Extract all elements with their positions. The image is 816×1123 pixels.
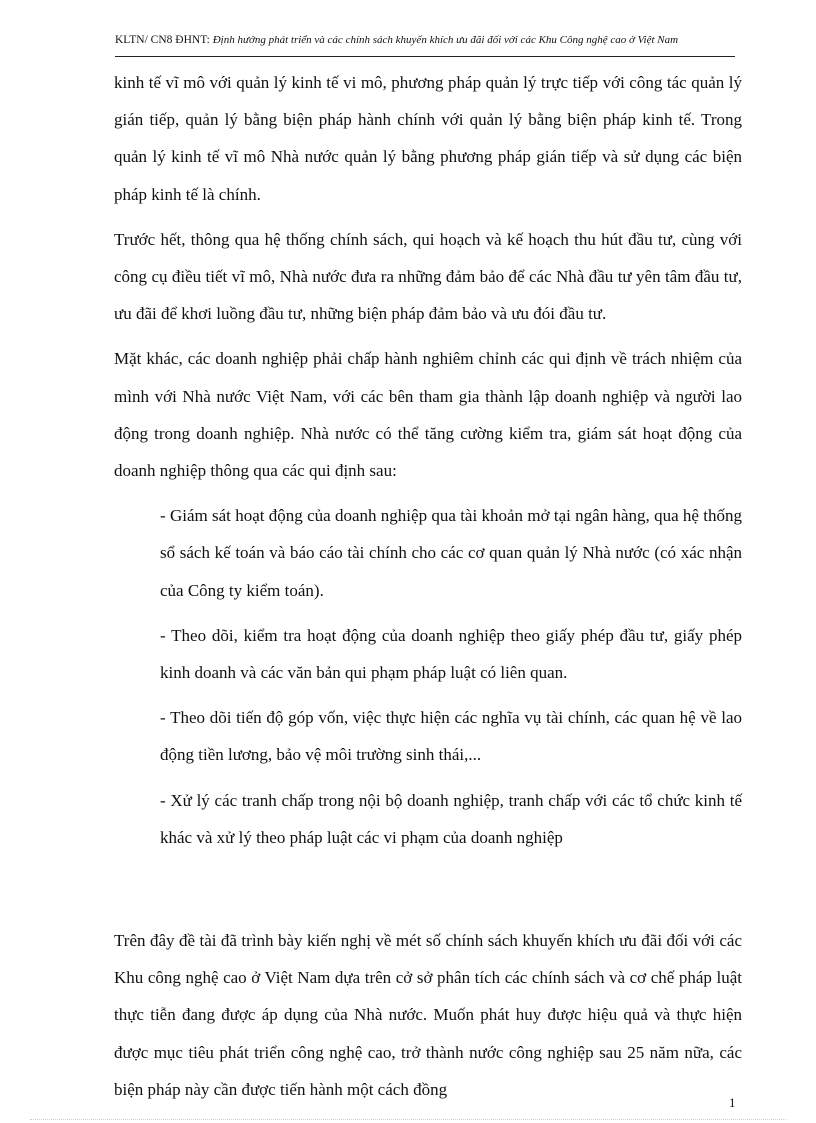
list-item: - Xử lý các tranh chấp trong nội bộ doanh nghiệp, tranh chấp với các tổ chức kinh tế khác và xử lý theo pháp luật các vi phạm của doanh nghiệp	[160, 790, 742, 847]
list-item: - Giám sát hoạt động của doanh nghiệp qua tài khoản mở tại ngân hàng, qua hệ thống sổ sách kế toán và báo cáo tài chính cho các cơ quan quản lý Nhà nước (có xác nhận của Công ty kiểm toán).	[160, 506, 742, 600]
page-number: 1	[729, 1095, 736, 1110]
footer-divider	[30, 1119, 786, 1120]
list-item: - Theo dõi, kiểm tra hoạt động của doanh nghiệp theo giấy phép đầu tư, giấy phép kinh doanh và các văn bản qui phạm pháp luật có liên quan.	[160, 625, 742, 683]
list-item: - Theo dõi tiến độ góp vốn, việc thực hiện các nghĩa vụ tài chính, các quan hệ về lao động tiền lương, bảo vệ môi trường sinh thái,...	[160, 708, 742, 765]
paragraph-3: Mặt khác, các doanh nghiệp phải chấp hành nghiêm chỉnh các qui định về trách nhiệm của mình với Nhà nước Việt Nam, với các bên tham gia thành lập doanh nghiệp và người lao động trong doanh nghiệp. Nhà nước có thể tăng cường kiểm tra, giám sát hoạt động của doanh nghiệp thông qua các qui định sau:	[114, 349, 742, 481]
regulation-list	[160, 497, 742, 856]
header-code: KLTN/ CN8 ĐHNT:	[115, 34, 210, 46]
running-header	[115, 34, 735, 57]
paragraph-2: Trước hết, thông qua hệ thống chính sách, qui hoạch và kế hoạch thu hút đầu tư, cùng với công cụ điều tiết vĩ mô, Nhà nước đưa ra những đảm bảo để các Nhà đầu tư yên tâm đầu tư, ưu đãi để khơi luồng đầu tư, những biện pháp đảm bảo và ưu đói đầu tư.	[114, 229, 742, 324]
paragraph-1: kinh tế vĩ mô với quản lý kinh tế vi mô, phương pháp quản lý trực tiếp với công tác quản lý gián tiếp, quản lý bằng biện pháp hành chính với quản lý bằng biện pháp kinh tế. Trong quản lý kinh tế vĩ mô Nhà nước quản lý bằng phương pháp gián tiếp và sử dụng các biện pháp kinh tế là chính.	[114, 73, 742, 204]
page-body	[114, 64, 742, 1116]
header-title: Định hướng phát triển và các chính sách khuyến khích ưu đãi đối với các Khu Công nghệ cao ở Việt Nam	[212, 34, 679, 46]
conclusion-paragraph: Trên đây đề tài đã trình bày kiến nghị về mét số chính sách khuyến khích ưu đãi đối với các Khu công nghệ cao ở Việt Nam dựa trên cở sở phân tích các chính sách và cơ chế pháp luật thực tiễn đang được áp dụng của Nhà nước. Muốn phát huy được hiệu quả và thực hiện được mục tiêu phát triển công nghệ cao, trở thành nước công nghiệp sau 25 năm nữa, các biện pháp này cần được tiến hành một cách đồng	[114, 931, 742, 1099]
